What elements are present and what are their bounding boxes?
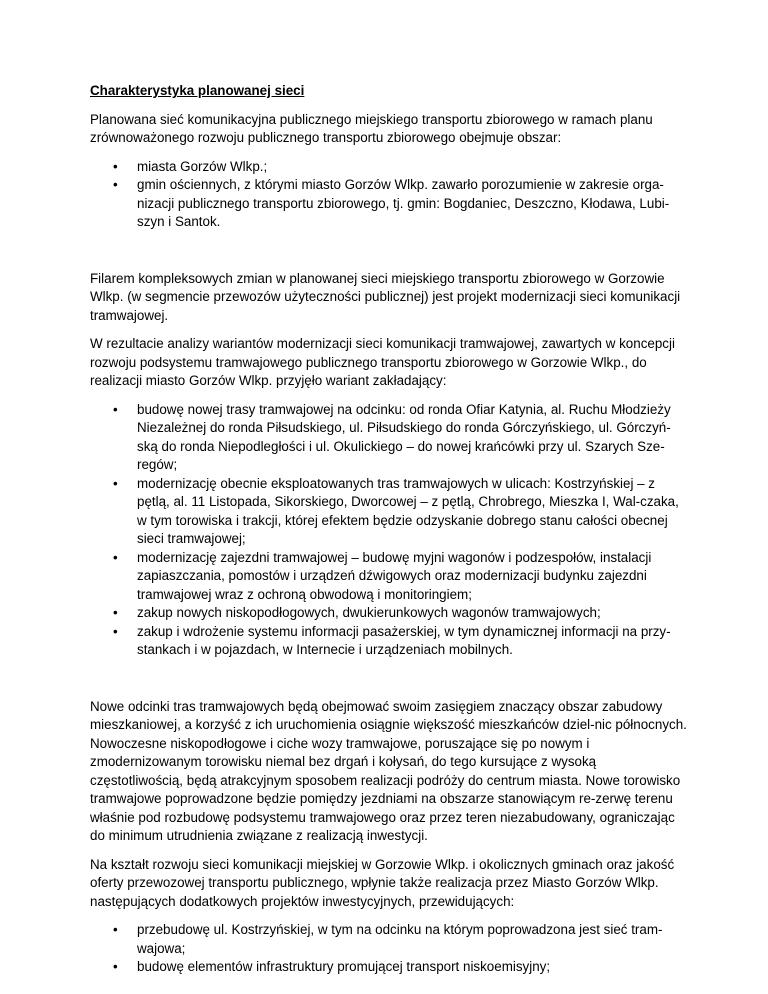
list-item-text: przebudowę ul. Kostrzyńskiej, w tym na odcinku na którym poprowadzona jest sieć tram-wajowa; [137,922,663,956]
list-item-text: modernizację obecnie eksploatowanych tras tramwajowych w ulicach: Kostrzyńskiej – z pętlą, al. 11 Listopada, Sikorskiego, Dworcowej – z pętlą, Chrobrego, Mieszka I, Wal-czaka, w tym torowiska i trakcji, której efektem będzie odzyskanie dobrego stanu całości obecnej sieci tramwajowej; [137,475,679,546]
list-item-text: budowę elementów infrastruktury promującej transport niskoemisyjny; [137,959,551,974]
shape-paragraph: Na kształt rozwoju sieci komunikacji miejskiej w Gorzowie Wlkp. i okolicznych gminach oraz jakość oferty przewozowej transportu publicznego, wpłynie także realizacja przez Miasto Gorzów Wlkp. następujących dodatkowych projektów inwestycyjnych, przewidujących: [90,856,675,909]
bullet-icon: • [113,959,118,974]
variant-list [90,401,690,660]
list-item [90,158,690,177]
list-item-text: zakup i wdrożenie systemu informacji pasażerskiej, w tym dynamicznej informacji na przy-stankach i w pojazdach, w Internecie i urządzeniach mobilnych. [137,623,671,657]
list-item [90,549,690,605]
list-item-text: miasta Gorzów Wlkp.; [137,158,268,174]
new-sections-paragraph: Nowe odcinki tras tramwajowych będą obejmować swoim zasięgiem znaczący obszar zabudowy mieszkaniowej, a korzyść z ich uruchomienia osiągnie większość mieszkańców dziel-nic północnych. Nowoczesne niskopodłogowe i ciche wozy tramwajowe, poruszające się po nowym i zmodernizowanym torowisku niemal bez drgań i kołysań, do tego kursujące z wysoką częstotliwością, będą atrakcyjnym sposobem realizacji podróży do centrum miasta. Nowe torowisko tramwajowe poprowadzone będzie pomiędzy jezdniami na obszarze stanowiącym re-zerwę terenu właśnie pod rozbudowę podsystemu tramwajowego oraz przez teren niezabudowany, ograniczając do minimum utrudnienia związane z realizacją inwestycji. [90,698,687,843]
bullet-icon: • [113,158,118,174]
list-item [90,623,690,660]
list-item-text: budowę nowej trasy tramwajowej na odcinku: od ronda Ofiar Katynia, al. Ruchu Młodzieży Niezależnej do ronda Piłsudskiego, ul. Piłsudskiego do ronda Górczyńskiego, ul. Górczyń-ską do ronda Niepodległości i ul. Okulickiego – do nowej krańcówki przy ul. Szarych Sze-regów; [137,401,671,472]
bullet-icon: • [113,549,118,565]
list-item [90,475,690,549]
area-list [90,158,690,232]
bullet-icon: • [113,177,118,192]
bullet-icon: • [113,401,118,417]
pillar-paragraph: Filarem kompleksowych zmian w planowanej sieci miejskiego transportu zbiorowego w Gorzowie Wlkp. (w segmencie przewozów użyteczności publicznej) jest projekt modernizacji sieci komunikacji tramwajowej. [90,270,681,323]
bullet-icon: • [113,922,118,937]
bullet-icon: • [113,475,118,491]
bullet-icon: • [113,605,118,620]
section-heading: Charakterystyka planowanej sieci [90,83,305,98]
list-item-text: modernizację zajezdni tramwajowej – budowę myjni wagonów i podzespołów, instalacji zapiaszczania, pomostów i urządzeń dźwigowych oraz modernizacji budynku zajezdni tramwajowej wraz z ochroną obwodową i monitoringiem; [137,549,652,602]
list-item [90,401,690,475]
list-item-text: zakup nowych niskopodłogowych, dwukierunkowych wagonów tramwajowych; [137,605,601,620]
intro-paragraph: Planowana sieć komunikacyjna publicznego miejskiego transportu zbiorowego w ramach planu zrównoważonego rozwoju publicznego transportu zbiorowego obejmuje obszar: [90,111,653,145]
bullet-icon: • [113,623,118,639]
list-item [90,604,690,623]
project-list [90,921,690,977]
list-item [90,958,690,977]
variant-paragraph: W rezultacie analizy wariantów modernizacji sieci komunikacji tramwajowej, zawartych w koncepcji rozwoju podsystemu tramwajowego publicznego transportu zbiorowego w Gorzowie Wlkp., do realizacji miasto Gorzów Wlkp. przyjęło wariant zakładający: [90,336,675,388]
list-item [90,176,690,232]
document-page [90,82,690,977]
list-item-text: gmin ościennych, z którymi miasto Gorzów Wlkp. zawarło porozumienie w zakresie orga-nizacji publicznego transportu zbiorowego, tj. gmin: Bogdaniec, Deszczno, Kłodawa, Lubi-szyn i Santok. [137,177,670,229]
list-item [90,921,690,958]
